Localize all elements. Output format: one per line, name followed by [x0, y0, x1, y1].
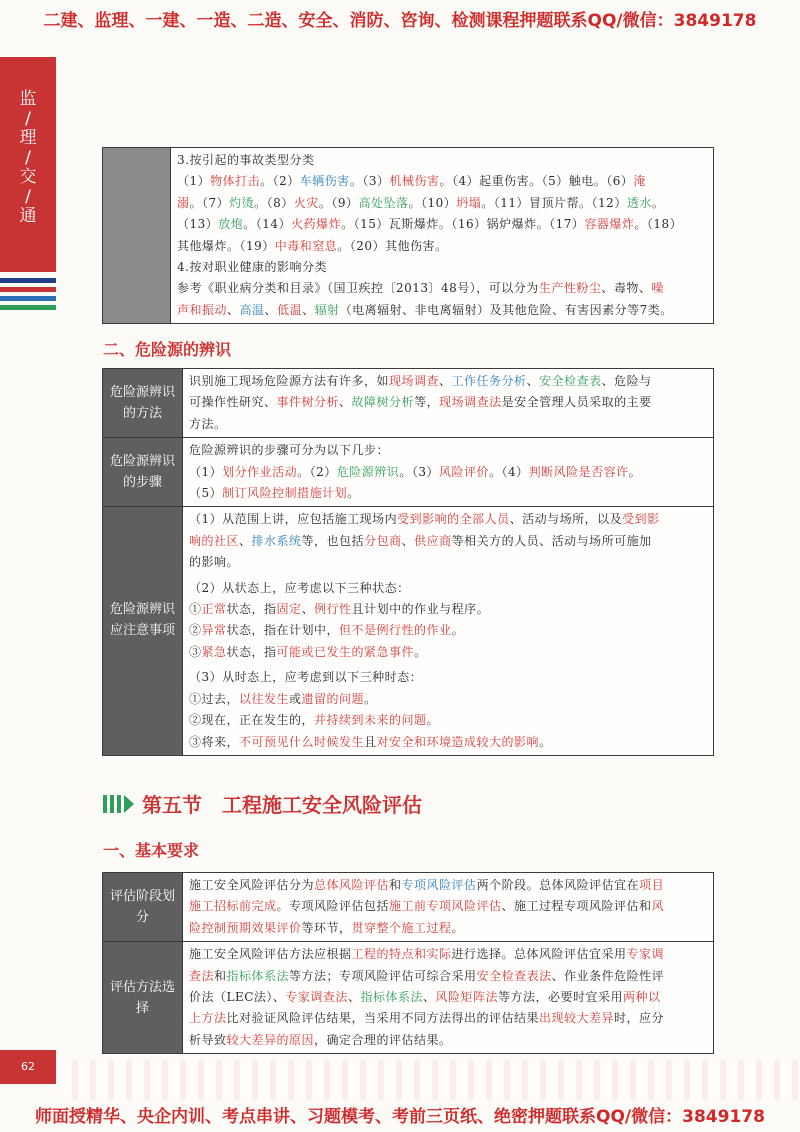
highlight-term: 专家调 [626, 947, 665, 962]
highlight-term: 淹 [633, 174, 646, 189]
row-body [171, 148, 713, 323]
section-title [103, 789, 422, 818]
body-text: 等方法；专项风险评估可综合采用 [289, 968, 477, 983]
body-text: 时，应分 [614, 1011, 665, 1026]
heading-basic-requirements: 一、基本要求 [103, 841, 200, 860]
highlight-term: 险控制预期效果评价 [189, 920, 302, 935]
text-line [189, 392, 707, 413]
highlight-term: 异常 [201, 623, 227, 638]
table-row [103, 437, 713, 506]
side-chapter-tab [0, 57, 56, 272]
body-text: ，确定合理的评估结果。 [314, 1032, 452, 1047]
body-text: 。 [451, 920, 465, 935]
body-text: 3.按引起的事故类型分类 [177, 153, 315, 167]
highlight-term: 现场调查法 [439, 395, 502, 410]
body-text: ①过去， [189, 691, 240, 706]
highlight-term: 噪 [651, 281, 664, 296]
table-row [103, 873, 713, 941]
highlight-term: 高处坠落 [358, 195, 409, 210]
highlight-term: 固定 [276, 602, 302, 617]
body-text: ③ [189, 644, 202, 659]
body-text: 的影响。 [189, 555, 240, 570]
table-row [103, 941, 713, 1053]
body-text: 等，也包括 [301, 533, 365, 548]
highlight-term: 安全检查表法 [476, 968, 552, 983]
highlight-term: 工作任务分析 [451, 374, 527, 388]
text-line [189, 599, 707, 620]
body-text: 、 [347, 990, 361, 1005]
table-row [103, 369, 713, 437]
side-tab-sep: / [25, 109, 31, 129]
body-text: 其他爆炸。（19） [177, 238, 275, 253]
text-line [177, 278, 707, 299]
highlight-term: 紧急 [201, 644, 227, 659]
text-line [189, 944, 707, 965]
body-text: 、 [422, 990, 436, 1005]
body-text: 状态，指 [226, 602, 277, 617]
text-line [177, 193, 707, 214]
highlight-term: 机械伤害 [389, 174, 440, 189]
body-text: 可操作性研究、 [189, 395, 277, 410]
highlight-term: 火药爆炸 [291, 217, 342, 232]
highlight-term: 工程的特点和实际 [351, 947, 452, 962]
highlight-term: 事件树分析 [276, 395, 340, 410]
highlight-term: 指标体系法 [226, 968, 290, 983]
accident-type-table [102, 147, 714, 324]
highlight-term: 并持续到未来的问题 [314, 713, 427, 728]
body-text: 。（10） [408, 195, 457, 210]
highlight-term: 灼烫 [229, 195, 255, 210]
row-label: 危险源辨识的步骤 [103, 438, 183, 506]
row-label [103, 665, 183, 755]
highlight-term: 指标体系法 [360, 990, 423, 1005]
body-text: 危险源辨识的步骤可分为以下几步： [189, 443, 390, 458]
text-line [177, 150, 707, 171]
body-text: 施工安全风险评估方法应根据 [189, 947, 352, 962]
body-text: 。 [364, 691, 377, 706]
body-text: 施工安全风险评估分为 [189, 878, 315, 892]
body-text: 4.按对职业健康的影响分类 [177, 260, 327, 275]
body-text: （3）从时态上，应考虑到以下三种时态： [189, 670, 423, 685]
body-text: 、危险与 [601, 374, 652, 388]
body-text: 。（9） [318, 195, 359, 210]
highlight-term: 低温 [277, 302, 303, 317]
body-text: 且 [364, 734, 377, 749]
highlight-term: 可能或已发生的紧急事件 [276, 644, 415, 659]
body-text: 价法（LEC法）、 [189, 990, 286, 1005]
highlight-term: 查法 [189, 968, 215, 983]
text-line [189, 966, 707, 987]
body-text: 、施工过程专项风险评估和 [501, 899, 652, 914]
table-row [103, 506, 713, 575]
body-text: 。 [628, 464, 642, 479]
row-label: 危险源辨识应注意事项 [103, 576, 183, 666]
text-line [189, 578, 707, 599]
highlight-term: 正常 [201, 602, 227, 617]
highlight-term: 容器爆炸 [584, 217, 635, 232]
highlight-term: 车辆伤害 [299, 174, 350, 189]
row-body [183, 507, 713, 575]
highlight-term: 贯穿整个施工过程 [351, 920, 452, 935]
body-text: 。 [414, 644, 427, 659]
body-text: （5） [189, 486, 223, 501]
body-text: 。（3） [349, 174, 390, 189]
body-text: 。 [426, 713, 440, 728]
highlight-term: 风 [651, 899, 665, 914]
highlight-term: 总体风险评估 [314, 878, 390, 892]
highlight-term: 安全检查表 [539, 374, 602, 388]
body-text: 是安全管理人员采取的主要 [501, 395, 652, 410]
text-line [189, 620, 707, 641]
highlight-term: 分包商 [364, 533, 402, 548]
body-text: 。（15）瓦斯爆炸。（16）锅炉爆炸。（17） [341, 217, 585, 232]
body-text: 和 [214, 968, 227, 983]
body-text: （1）从范围上讲，应包括施工现场内 [189, 512, 398, 527]
body-text: 。（14） [243, 217, 292, 232]
row-body [183, 369, 713, 437]
row-body [183, 665, 713, 755]
highlight-term: 火灾 [293, 195, 319, 210]
highlight-term: 溺 [177, 195, 190, 210]
body-text: 和 [389, 878, 402, 892]
top-contact-banner: 二建、监理、一建、一造、二造、安全、消防、咨询、检测课程押题联系QQ/微信：3849178 [43, 11, 757, 31]
body-text: 、作业条件危险性评 [551, 968, 665, 983]
highlight-term: 现场调查 [389, 374, 440, 388]
table-row [103, 665, 713, 755]
body-text: 。（18） [634, 217, 683, 232]
text-line [177, 257, 707, 278]
highlight-term: 遗留的问题 [301, 691, 365, 706]
text-line [189, 1008, 707, 1029]
side-tab-char: 交 [19, 167, 37, 187]
body-text: 、 [401, 533, 415, 548]
row-label [103, 507, 183, 575]
body-text: （2）从状态上，应考虑以下三种状态： [189, 580, 410, 595]
highlight-term: 物体打击 [210, 174, 261, 189]
text-line [189, 440, 707, 461]
highlight-term: 生产性粉尘 [538, 281, 602, 296]
side-tab-char: 监 [19, 89, 37, 109]
body-text: 、 [239, 533, 252, 548]
highlight-term: 危险源辨识 [336, 464, 400, 479]
table-row [103, 576, 713, 666]
side-tab-sep: / [25, 187, 31, 207]
highlight-term: 上方法 [189, 1011, 227, 1026]
body-text: （13） [177, 217, 219, 232]
highlight-term: 透水 [626, 195, 652, 210]
highlight-term: 故障树分析 [351, 395, 415, 410]
text-line [189, 987, 707, 1008]
highlight-term: 风险评价 [438, 464, 489, 479]
body-text: （1） [189, 464, 223, 479]
body-text: 或 [289, 691, 302, 706]
highlight-term: 中毒和窒息 [274, 238, 338, 253]
side-color-stripes [0, 278, 56, 314]
highlight-term: 制订风险控制措施计划 [222, 486, 348, 501]
highlight-term: 辐射 [314, 302, 340, 317]
highlight-term: 例行性 [314, 602, 352, 617]
row-body [183, 438, 713, 506]
highlight-term: 受到影响的全部人员 [397, 512, 510, 527]
row-body [183, 873, 713, 941]
text-line [189, 531, 707, 552]
body-text: ② [189, 623, 202, 638]
text-line [189, 1030, 707, 1051]
highlight-term: 出现较大差异 [539, 1011, 615, 1026]
body-text: 方法。 [189, 416, 227, 431]
decorative-footer-pattern [60, 1060, 800, 1100]
row-label-blank [103, 148, 171, 323]
row-body [183, 576, 713, 666]
body-text: 。（4） [488, 464, 529, 479]
body-text: （电离辐射、非电离辐射）及其他危险、有害因素分等7类。 [339, 302, 673, 317]
text-line [177, 236, 707, 257]
highlight-term: 声和振动 [177, 302, 228, 317]
body-text: 状态，指在计划中， [226, 623, 340, 638]
highlight-term: 排水系统 [251, 533, 302, 548]
text-line [189, 875, 707, 896]
body-text: 等， [414, 395, 440, 410]
text-line [189, 918, 707, 939]
highlight-term: 但不是例行性的作业 [339, 623, 452, 638]
body-text: 。 [451, 623, 465, 638]
body-text: 。（20）其他伤害。 [337, 238, 448, 253]
text-line [189, 689, 707, 710]
text-line [189, 710, 707, 731]
section-title-text: 第五节 工程施工安全风险评估 [142, 793, 422, 817]
body-text: 、 [264, 302, 278, 317]
highlight-term: 不可预见什么时候发生 [239, 734, 365, 749]
body-text: 、 [301, 602, 315, 617]
row-label: 评估方法选择 [103, 942, 183, 1053]
highlight-term: 项目 [639, 878, 665, 892]
body-text: 、 [526, 374, 540, 388]
body-text: 。（11）冒顶片帮。（12） [481, 195, 627, 210]
body-text: 、毒物、 [601, 281, 652, 296]
section-bars-icon [103, 795, 134, 813]
body-text: 参考《职业病分类和目录》（国卫疾控〔2013〕48号），可以分为 [177, 281, 539, 296]
page-number: 62 [0, 1050, 56, 1084]
heading-hazard-identification: 二、危险源的辨识 [103, 340, 232, 359]
table-row [103, 148, 713, 323]
text-line [189, 414, 707, 435]
side-tab-char: 理 [19, 128, 37, 148]
highlight-term: 供应商 [414, 533, 452, 548]
highlight-term: 划分作业活动 [222, 464, 298, 479]
side-tab-sep: / [25, 148, 31, 168]
body-text: 状态，指 [226, 644, 277, 659]
text-line [177, 300, 707, 321]
body-text: 等方法，必要时宜采用 [498, 990, 624, 1005]
body-text: 。（2） [297, 464, 337, 479]
body-text: 。（7） [189, 195, 230, 210]
body-text: 。（3） [399, 464, 439, 479]
text-line [189, 483, 707, 504]
text-line [189, 552, 707, 573]
bottom-contact-banner: 师面授精华、央企内训、考点串讲、习题模考、考前三页纸、绝密押题联系QQ/微信：3849178 [35, 1107, 765, 1127]
highlight-term: 坍塌 [456, 195, 482, 210]
highlight-term: 施工招标前完成 [189, 899, 277, 914]
body-text: 、 [227, 302, 240, 317]
body-text: 等环节， [301, 920, 352, 935]
text-line [189, 462, 707, 483]
highlight-term: 受到影 [622, 512, 660, 527]
body-text: 。（4）起重伤害。（5）触电。（6） [439, 174, 634, 189]
body-text: 析导致 [189, 1032, 227, 1047]
highlight-term: 高温 [239, 302, 265, 317]
highlight-term: 专家调查法 [285, 990, 348, 1005]
highlight-term: 风险矩阵法 [435, 990, 498, 1005]
body-text: 等相关方的人员、活动与场所可施加 [451, 533, 652, 548]
hazard-identification-table [102, 368, 714, 756]
row-body [183, 942, 713, 1053]
body-text: ②现在，正在发生的， [189, 713, 315, 728]
body-text: ① [189, 602, 202, 617]
body-text: 。专项风险评估包括 [276, 899, 390, 914]
text-line [177, 214, 707, 235]
highlight-term: 响的社区 [189, 533, 240, 548]
highlight-term: 两种以 [623, 990, 661, 1005]
body-text: 两个阶段。总体风险评估宜在 [476, 878, 640, 892]
body-text: ③将来， [189, 734, 240, 749]
row-label: 评估阶段划分 [103, 873, 183, 941]
risk-assessment-table [102, 872, 714, 1054]
highlight-term: 专项风险评估 [401, 878, 477, 892]
highlight-term: 以往发生 [239, 691, 290, 706]
body-text: 。 [651, 195, 665, 210]
highlight-term: 放炮 [218, 217, 244, 232]
body-text: 进行选择。总体风险评估宜采用 [451, 947, 627, 962]
body-text: 比对验证风险评估结果，当采用不同方法得出的评估结果 [226, 1011, 540, 1026]
highlight-term: 较大差异的原因 [226, 1032, 315, 1047]
body-text: 。 [347, 486, 360, 501]
text-line [189, 896, 707, 917]
body-text: 。（8） [254, 195, 294, 210]
text-line [189, 667, 707, 688]
body-text: 。 [539, 734, 552, 749]
highlight-term: 施工前专项风险评估 [389, 899, 502, 914]
text-line [189, 642, 707, 663]
highlight-term: 对安全和环境造成较大的影响 [376, 734, 540, 749]
body-text: 、活动与场所，以及 [509, 512, 623, 527]
body-text: 、 [339, 395, 352, 410]
text-line [189, 732, 707, 753]
body-text: 且计划中的作业与程序。 [351, 602, 490, 617]
text-line [177, 171, 707, 192]
side-tab-char: 通 [19, 206, 37, 226]
body-text: 、 [302, 302, 315, 317]
row-label: 危险源辨识的方法 [103, 369, 183, 437]
body-text: 识别施工现场危险源方法有许多，如 [189, 374, 390, 388]
body-text: 。（2） [260, 174, 300, 189]
body-text: （1） [177, 174, 211, 189]
highlight-term: 判断风险是否容许 [528, 464, 629, 479]
body-text: 、 [439, 374, 452, 388]
text-line [189, 509, 707, 530]
text-line [189, 371, 707, 392]
